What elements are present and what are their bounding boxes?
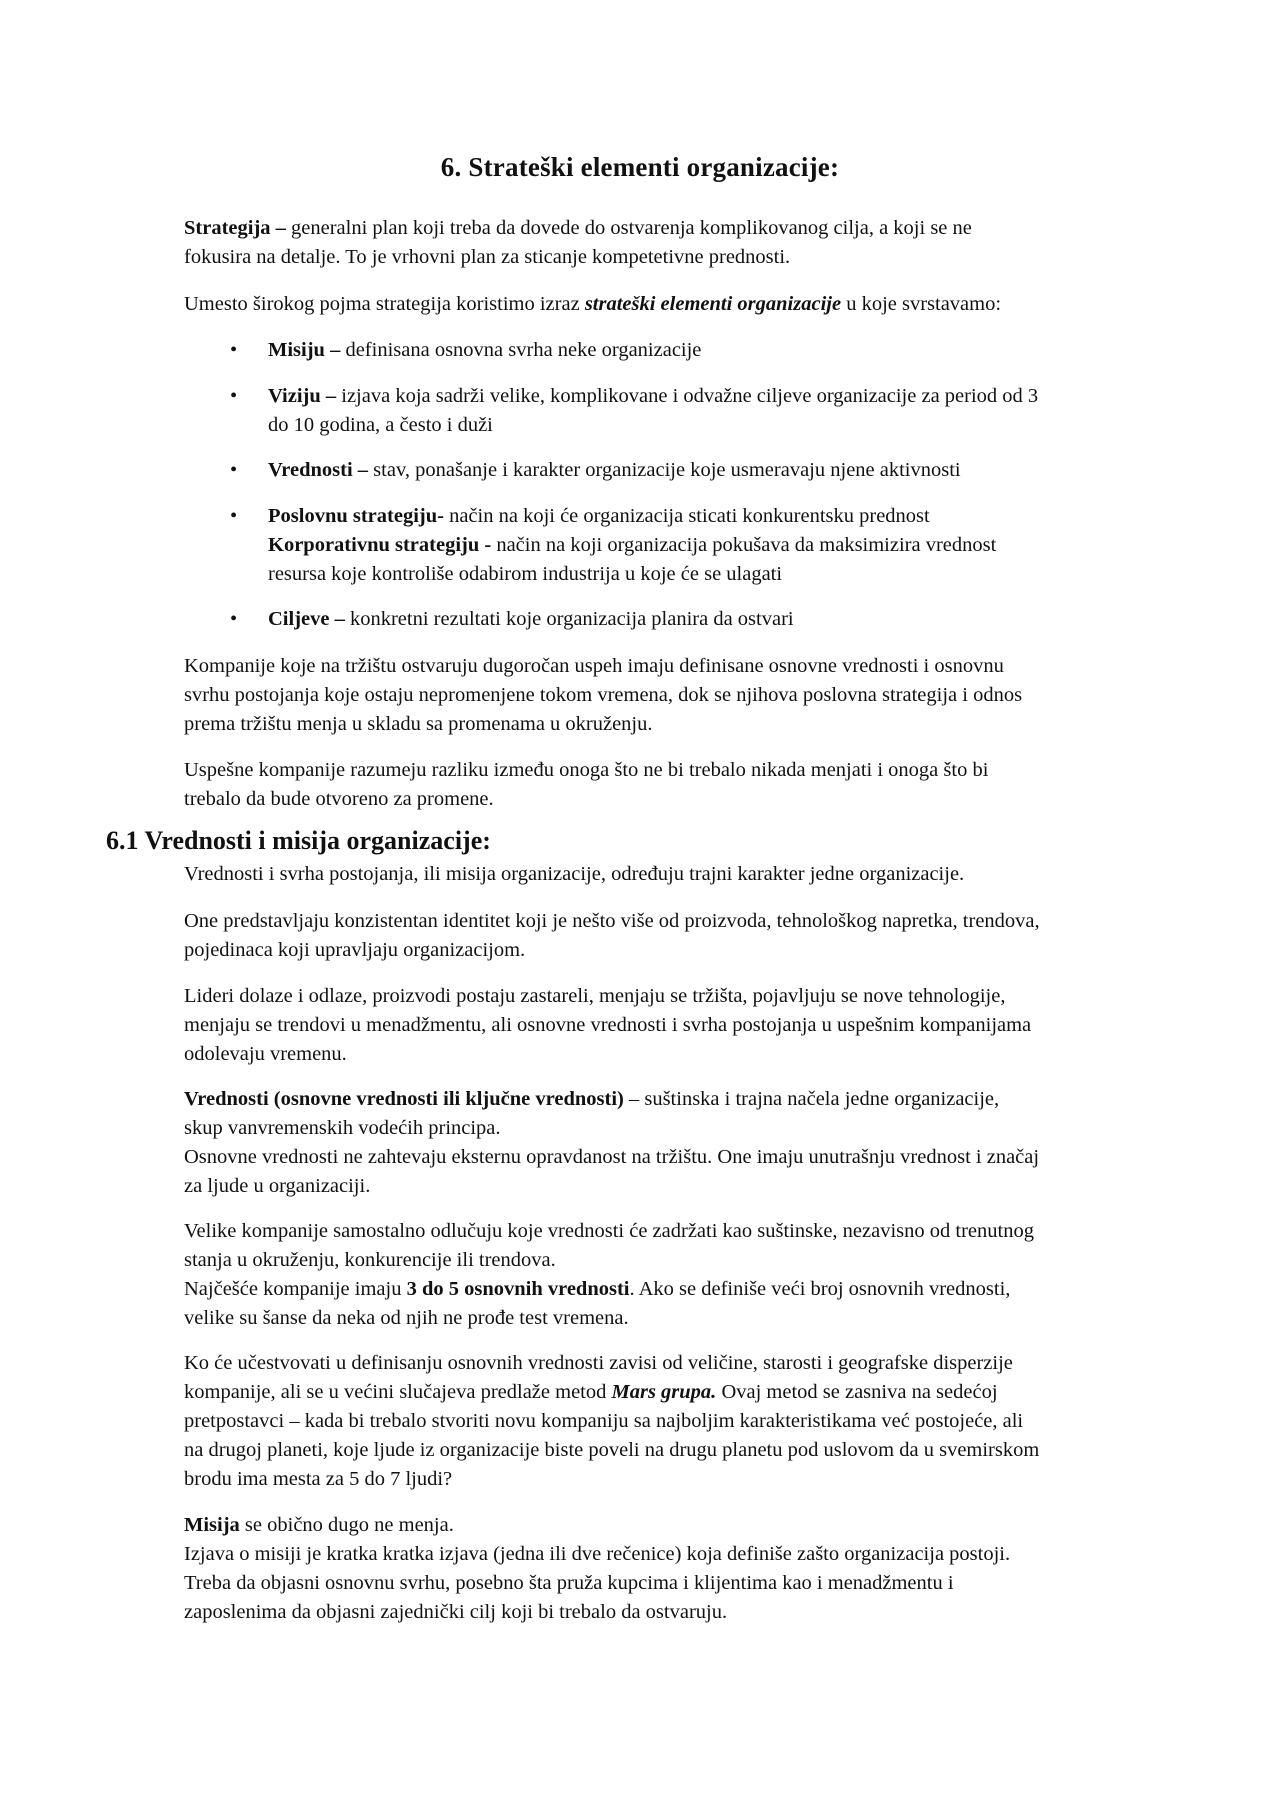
intro-paragraph: Umesto širokog pojma strategija koristimo izraz strateški elementi organizacije u koje svrstavamo: bbox=[184, 293, 1002, 315]
list-item-ciljeve: Ciljeve – konkretni rezultati koje organizacija planira da ostvari bbox=[268, 608, 794, 630]
list-item-vrednosti: Vrednosti – stav, ponašanje i karakter organizacije koje usmeravaju njene aktivnosti bbox=[268, 459, 961, 481]
list-item-strategije: Poslovnu strategiju- način na koji će organizacija sticati konkurentsku prednost Korporativnu strategiju - način na koji organizacija pokušava da maksimizira vrednost resursa koje kontroliše odabirom industrija u koje će se ulagati bbox=[268, 505, 997, 585]
list-item-misiju: Misiju – definisana osnovna svrha neke organizacije bbox=[268, 339, 702, 361]
successful-companies-paragraph: Uspešne kompanije razumeju razliku između onoga što ne bi trebalo nikada menjati i onoga što bi trebalo da bude otvoreno za promene. bbox=[184, 759, 989, 810]
term-misija: Misija bbox=[184, 1514, 240, 1536]
values-purpose-paragraph: Vrednosti i svrha postojanja, ili misija organizacije, određuju trajni karakter jedne organizacije. bbox=[184, 863, 965, 885]
bullet-glyph: • bbox=[230, 459, 238, 481]
term-strategija: Strategija – bbox=[184, 217, 286, 239]
strategy-definition: Strategija – generalni plan koji treba da dovede do ostvarenja komplikovanog cilja, a koji se ne fokusira na detalje. To je vrhovni plan za sticanje kompetetivne prednosti. bbox=[184, 217, 972, 268]
bullet-glyph: • bbox=[230, 339, 238, 361]
bullet-glyph: • bbox=[230, 505, 238, 527]
bullet-glyph: • bbox=[230, 608, 238, 630]
emphasis-3-do-5: 3 do 5 osnovnih vrednosti bbox=[406, 1278, 630, 1300]
term-vrednosti: Vrednosti (osnovne vrednosti ili ključne vrednosti) bbox=[184, 1088, 624, 1110]
identity-paragraph: One predstavljaju konzistentan identitet koji je nešto više od proizvoda, tehnološkog napretka, trendova, pojedinaca koji upravljaju organizacijom. bbox=[184, 910, 1040, 961]
mission-paragraph: Misija se obično dugo ne menja. Izjava o misiji je kratka kratka izjava (jedna ili dve rečenice) koja definiše zašto organizacija postoji. Treba da objasni osnovnu svrhu, posebno šta pruža kupcima i klijentima kao i menadžmentu i zaposlenima da objasni zajednički cilj koji bi trebalo da ostvaruju. bbox=[184, 1514, 1011, 1623]
section-title: 6.1 Vrednosti i misija organizacije: bbox=[106, 826, 491, 855]
emphasis-mars-grupa: Mars grupa. bbox=[611, 1381, 717, 1403]
bullet-glyph: • bbox=[230, 385, 238, 407]
emphasis-strateski-elementi: strateški elementi organizacije bbox=[584, 293, 842, 315]
list-item-viziju: Viziju – izjava koja sadrži velike, komplikovane i odvažne ciljeve organizacije za period od 3 do 10 godina, a često i duži bbox=[268, 385, 1039, 436]
big-companies-paragraph: Velike kompanije samostalno odlučuju koje vrednosti će zadržati kao suštinske, nezavisno od trenutnog stanja u okruženju, konkurencije ili trendova. Najčešće kompanije imaju 3 do 5 osnovnih vrednosti. Ako se definiše veći broj osnovnih vrednosti, velike su šanse da neka od njih ne prođe test vremena. bbox=[184, 1220, 1034, 1329]
leaders-paragraph: Lideri dolaze i odlaze, proizvodi postaju zastareli, menjaju se tržišta, pojavljuju se nove tehnologije, menjaju se trendovi u menadžmentu, ali osnovne vrednosti i svrha postojanja u uspešnim kompanijama odolevaju vremenu. bbox=[184, 985, 1032, 1065]
mars-group-paragraph: Ko će učestvovati u definisanju osnovnih vrednosti zavisi od veličine, starosti i geografske disperzije kompanije, ali se u većini slučajeva predlaže metod Mars grupa. Ovaj metod se zasniva na sedećoj pretpostavci – kada bi trebalo stvoriti novu kompaniju sa najboljim karakteristikama već postojeće, ali na drugoj planeti, koje ljude iz organizacije biste poveli na drugu planetu pod uslovom da u svemirskom brodu ima mesta za 5 do 7 ljudi? bbox=[184, 1352, 1040, 1490]
page-title: 6. Strateški elementi organizacije: bbox=[440, 152, 840, 182]
companies-paragraph: Kompanije koje na tržištu ostvaruju dugoročan uspeh imaju definisane osnovne vrednosti i osnovnu svrhu postojanja koje ostaju nepromenjene tokom vremena, dok se njihova poslovna strategija i odnos prema tržištu menja u skladu sa promenama u okruženju. bbox=[184, 655, 1023, 735]
core-values-paragraph: Vrednosti (osnovne vrednosti ili ključne vrednosti) – suštinska i trajna načela jedne organizacije, skup vanvremenskih vodećih principa. Osnovne vrednosti ne zahtevaju eksternu opravdanost na tržištu. One imaju unutrašnju vrednost i značaj za ljude u organizaciji. bbox=[184, 1088, 1040, 1197]
